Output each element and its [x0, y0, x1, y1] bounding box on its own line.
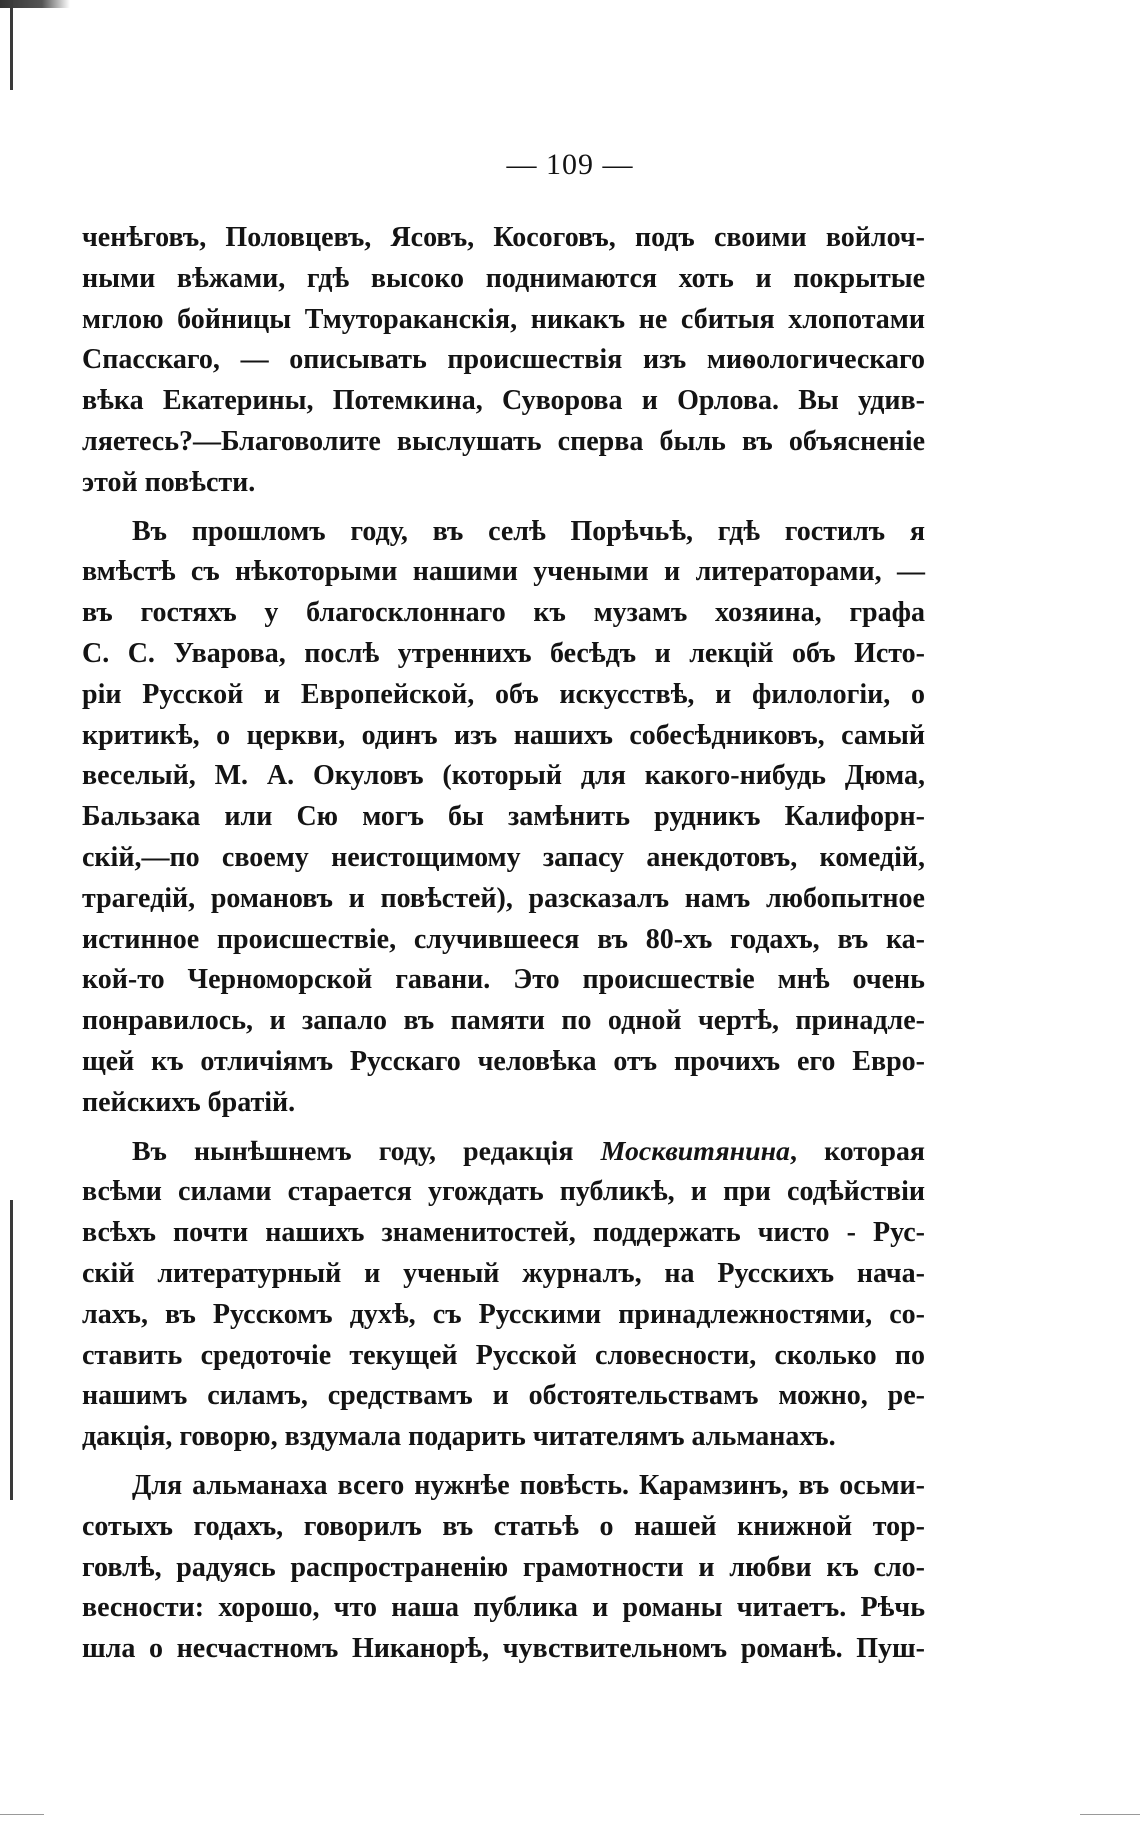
text-line: критикѣ, о церкви, одинъ изъ нашихъ собесѣдниковъ, самый	[82, 719, 925, 751]
text-line: шла о несчастномъ Никанорѣ, чувствительномъ романѣ. Пуш-	[82, 1633, 925, 1665]
text-line: сотыхъ годахъ, говорилъ въ статьѣ о нашей книжной тор-	[82, 1510, 925, 1542]
text-line: ными вѣжами, гдѣ высоко поднимаются хоть и покрытые	[82, 262, 925, 294]
text-run: , которая	[789, 1135, 925, 1167]
text-line: лахъ, въ Русскомъ духѣ, съ Русскими принадлежностями, со-	[82, 1298, 925, 1330]
text-line: скій литературный и ученый журналъ, на Русскихъ нача-	[82, 1257, 925, 1289]
text-line: скій,—по своему неистощимому запасу анекдотовъ, комедій,	[82, 841, 925, 873]
text-line: веселый, М. А. Окуловъ (который для какого-нибудь Дюма,	[82, 760, 925, 792]
text-line: дакція, говорю, вздумала подарить читателямъ альманахъ.	[82, 1421, 836, 1453]
text-line: всѣхъ почти нашихъ знаменитостей, поддержать чисто - Рус-	[82, 1217, 925, 1249]
text-line: щей къ отличіямъ Русскаго человѣка отъ прочихъ его Евро-	[82, 1045, 925, 1077]
scan-bottom-rule-right	[1080, 1814, 1140, 1815]
text-line: С. С. Уварова, послѣ утреннихъ бесѣдъ и лекцій объ Исто-	[82, 637, 925, 669]
text-line: ріи Русской и Европейской, объ искусствѣ, и филологіи, о	[82, 678, 925, 710]
scan-left-edge-top	[10, 0, 13, 90]
text-line: трагедій, романовъ и повѣстей), разсказалъ намъ любопытное	[82, 882, 925, 914]
text-line: ставить средоточіе текущей Русской словесности, сколько по	[82, 1339, 925, 1371]
journal-title: Москвитянина	[600, 1135, 790, 1167]
text-line: Бальзака или Сю могъ бы замѣнить рудникъ Калифорн-	[82, 801, 925, 833]
paragraph-gap	[82, 1124, 925, 1132]
text-line: вмѣстѣ съ нѣкоторыми нашими учеными и литераторами, —	[82, 556, 925, 588]
text-run: Въ нынѣшнемъ году, редакція	[132, 1135, 574, 1167]
text-line: кой-то Черноморской гавани. Это происшествіе мнѣ очень	[82, 964, 925, 996]
paragraph-gap	[82, 1458, 925, 1466]
body-text	[82, 218, 925, 1670]
scan-left-edge-bottom	[10, 1200, 13, 1500]
text-line	[82, 1132, 925, 1173]
paragraph-gap	[82, 504, 925, 512]
text-line: понравилось, и запало въ памяти по одной чертѣ, принадле-	[82, 1005, 925, 1037]
text-line: вѣка Екатерины, Потемкина, Суворова и Орлова. Вы удив-	[82, 385, 925, 417]
text-line: всѣми силами старается угождать публикѣ, и при содѣйствіи	[82, 1176, 925, 1208]
text-line: весности: хорошо, что наша публика и романы читаетъ. Рѣчь	[82, 1592, 925, 1624]
text-line: ченѣговъ, Половцевъ, Ясовъ, Косоговъ, подъ своими войлоч-	[82, 222, 925, 253]
text-line: истинное происшествіе, случившееся въ 80-хъ годахъ, въ ка-	[82, 923, 925, 955]
text-line: ляетесь?—Благоволите выслушать сперва быль въ объясненіе	[82, 425, 925, 457]
text-line: Для альманаха всего нужнѣе повѣсть. Карамзинъ, въ осьми-	[132, 1469, 925, 1501]
text-line: говлѣ, радуясь распространенію грамотности и любви къ сло-	[82, 1551, 925, 1583]
text-line: Спасскаго, — описывать происшествія изъ миѳологическаго	[82, 344, 925, 376]
page-number: — 109 —	[506, 148, 634, 181]
text-line: мглою бойницы Тмутораканскія, никакъ не сбитыя хлопотами	[82, 303, 925, 335]
text-line: въ гостяхъ у благосклоннаго къ музамъ хозяина, графа	[82, 597, 925, 629]
scan-bottom-rule-left	[0, 1814, 44, 1815]
text-line: нашимъ силамъ, средствамъ и обстоятельствамъ можно, ре-	[82, 1380, 925, 1412]
text-line: пейскихъ братій.	[82, 1086, 296, 1118]
text-line: Въ прошломъ году, въ селѣ Порѣчьѣ, гдѣ гостилъ я	[132, 515, 925, 547]
text-line: этой повѣсти.	[82, 466, 256, 498]
